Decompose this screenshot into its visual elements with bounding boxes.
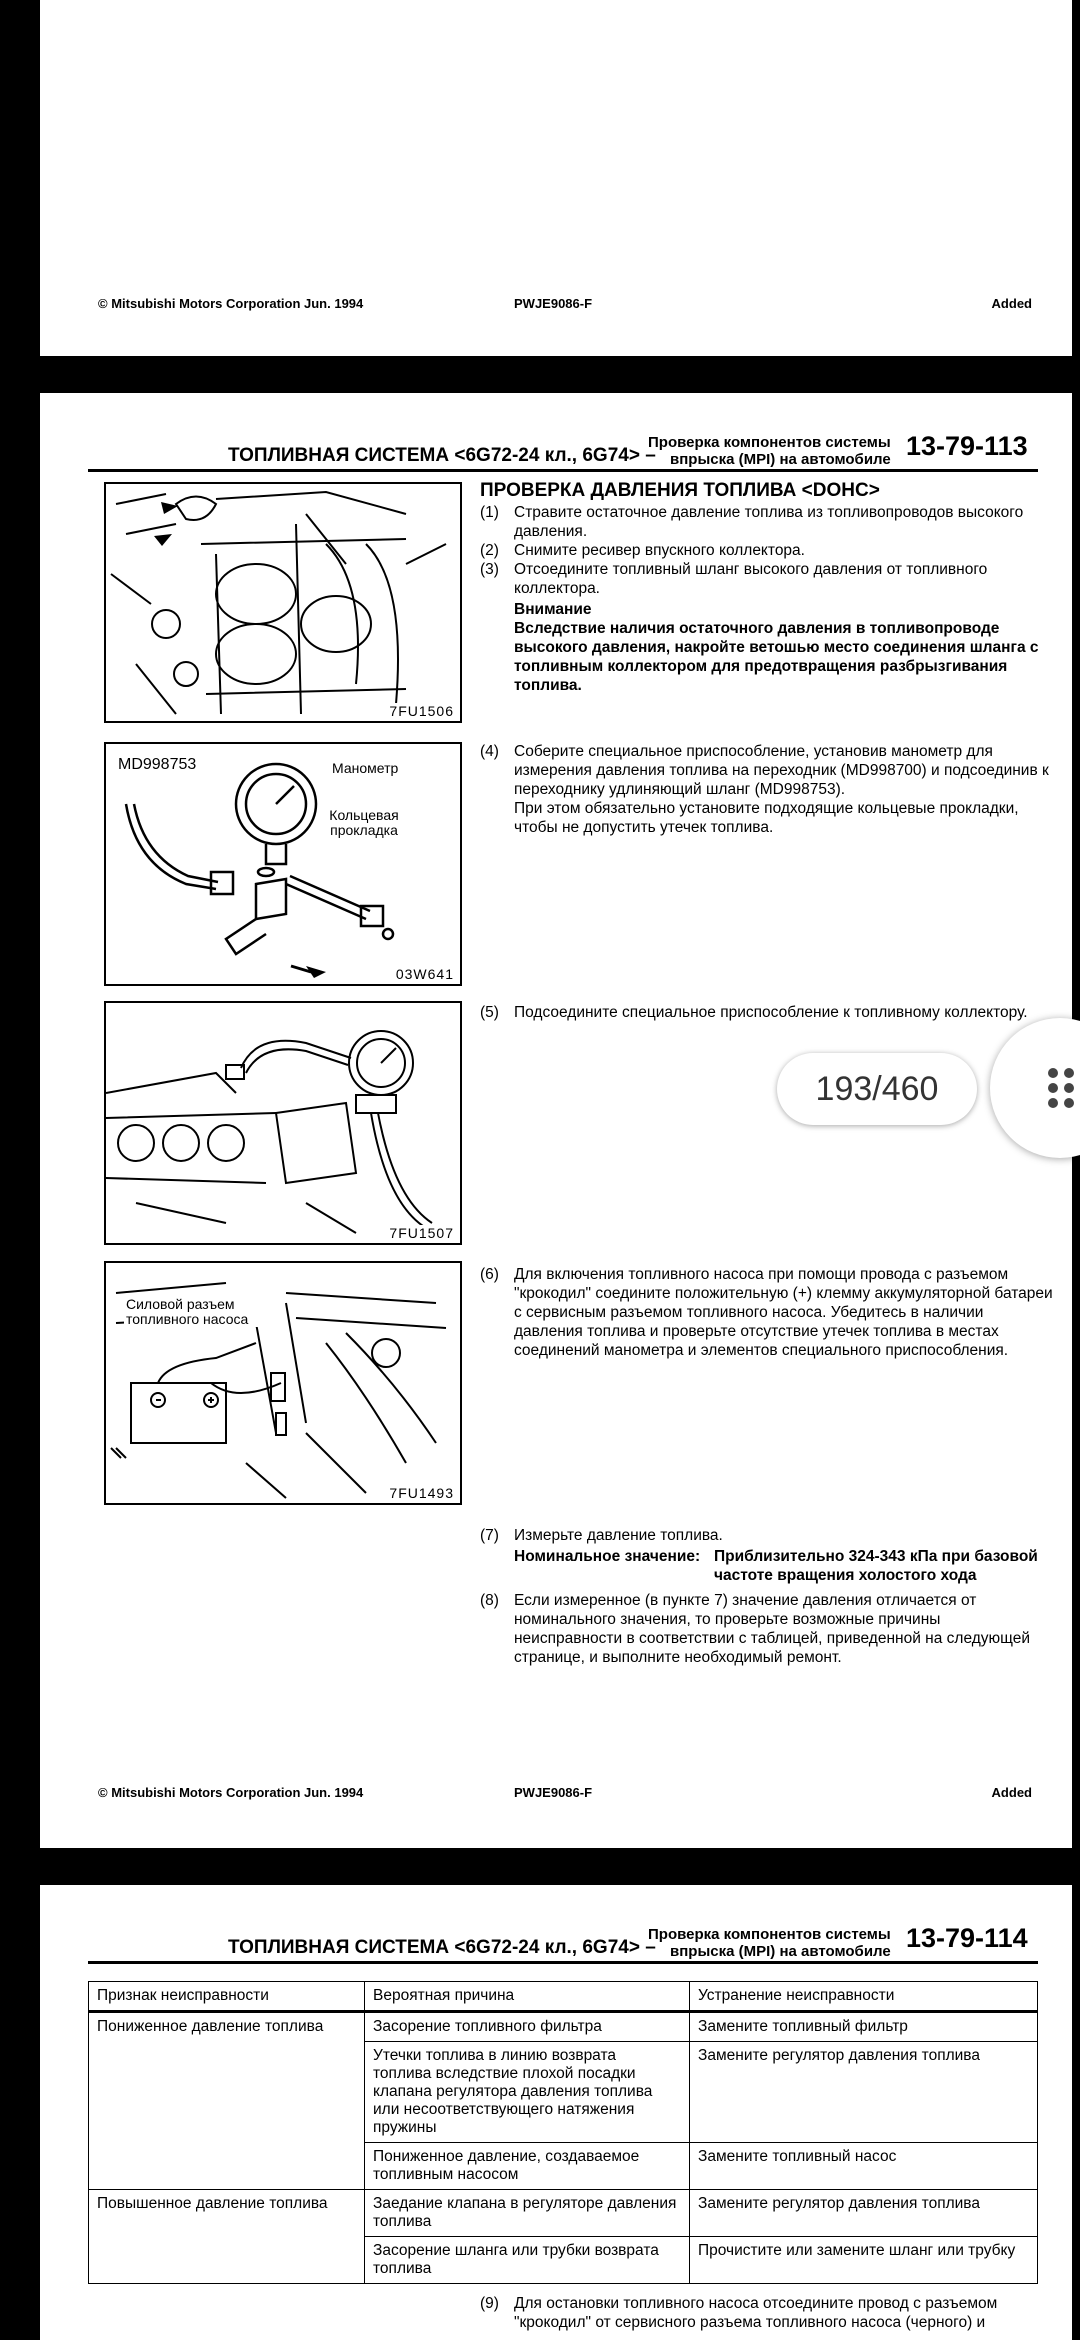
label-o-ring: Кольцевая прокладка [322,808,406,838]
cause-cell: Утечки топлива в линию возврата топлива вследствие плохой посадки клапана регулятора давления топлива или несоответствующего натяжения пружины [365,2042,690,2143]
steps-block-1 [480,503,1060,695]
step-number: (8) [480,1592,499,1609]
footer-status: Added [991,1785,1032,1800]
fix-cell: Замените регулятор давления топлива [690,2042,1038,2143]
grid-dot-icon [1064,1068,1074,1078]
grid-dot-icon [1064,1083,1074,1093]
next-page [40,1885,1072,2340]
step-2 [480,541,1060,560]
section-title: ПРОВЕРКА ДАВЛЕНИЯ ТОПЛИВА <DOHC> [480,480,880,501]
gauge-assembly-illustration [106,744,460,984]
figure-code: 03W641 [395,966,454,982]
step-number: (4) [480,743,499,760]
step-text: Подсоедините специальное приспособление к топливному коллектору. [514,1004,1028,1021]
step-text: Для остановки топливного насоса отсоедините провод с разъемом "крокодил" от сервисного разъема топливного насоса (черного) и [514,2295,998,2331]
figure-fuel-pump-connector [104,1261,462,1505]
footer-doc-code: PWJE9086-F [514,1785,593,1800]
step-number: (3) [480,561,499,578]
step-number: (7) [480,1527,499,1544]
column-header: Признак неисправности [89,1982,365,2012]
header-sub-line2: впрыска (MPI) на автомобиле [670,1943,891,1960]
step-text: Соберите специальное приспособление, установив манометр для измерения давления топлива на переходник (MD998700) и подсоединив к переходнику удлиняющий шланг (MD998753). [514,743,1049,798]
step-number: (2) [480,542,499,559]
table-row [89,2190,1038,2237]
figure-engine-fuel-rail [104,482,462,723]
column-header: Вероятная причина [365,1982,690,2012]
symptom-cell: Пониженное давление топлива [89,2012,365,2190]
header-rule [88,1961,1038,1964]
nominal-value-row [514,1547,1070,1585]
header-sub-line1: Проверка компонентов системы [648,1926,891,1943]
step-text-continued: При этом обязательно установите подходящие кольцевые прокладки, чтобы не допустить утечек топлива. [514,800,1019,836]
grid-dot-icon [1064,1098,1074,1108]
fix-cell: Замените топливный насос [690,2143,1038,2190]
troubleshooting-table [88,1981,1038,2284]
step-1 [480,503,1060,541]
figure-pressure-gauge-assembly [104,742,462,986]
label-pump-connector: Силовой разъем топливного насоса [124,1297,268,1327]
figure-code: 7FU1493 [389,1485,454,1501]
label-gauge: Манометр [332,760,399,776]
nominal-value: Приблизительно 324-343 кПа при базовой частоте вращения холостого хода [714,1548,1038,1584]
caution-title: Внимание [514,601,592,618]
step-4 [480,742,1065,837]
table-row [89,2012,1038,2042]
engine-illustration [106,484,460,721]
grid-dot-icon [1048,1098,1058,1108]
step-number: (6) [480,1266,499,1283]
step-text: Если измеренное (в пункте 7) значение давления отличается от номинального значения, то проверьте возможные причины неисправности в соответствии с таблицей, приведенной на следующей странице, и выполните необходимый ремонт. [514,1592,1031,1666]
footer-copyright: © Mitsubishi Motors Corporation Jun. 1994 [98,296,364,311]
fix-cell: Замените регулятор давления топлива [690,2190,1038,2237]
step-9 [480,2294,1060,2332]
step-6 [480,1265,1055,1360]
figure-tool-on-fuel-rail [104,1001,462,1245]
step-number: (5) [480,1004,499,1021]
step-7 [480,1526,1070,1585]
caution-text: Вследствие наличия остаточного давления в топливопроводе высокого давления, накройте ветошью место соединения шланга с топливным коллектором для предотвращения разбрызгивания топлива. [514,620,1039,694]
column-header: Устранение неисправности [690,1982,1038,2012]
label-md998753: MD998753 [118,756,197,773]
figure-code: 7FU1506 [389,703,454,719]
footer-doc-code: PWJE9086-F [514,296,593,311]
page-header-title: ТОПЛИВНАЯ СИСТЕМА <6G72-24 кл., 6G74> – [228,1937,656,1958]
step-text: Отсоедините топливный шланг высокого давления от топливного коллектора. [514,561,988,597]
nominal-label: Номинальное значение: [514,1548,701,1565]
tool-installed-illustration [106,1003,460,1243]
step-text: Снимите ресивер впускного коллектора. [514,542,805,559]
footer-status: Added [991,296,1032,311]
page-number: 13-79-114 [906,1923,1028,1953]
step-3 [480,560,1060,598]
cause-cell: Заедание клапана в регуляторе давления топлива [365,2190,690,2237]
caution-block [480,600,1060,695]
step-text: Стравите остаточное давление топлива из топливопроводов высокого давления. [514,504,1024,540]
page-number: 13-79-113 [906,431,1028,461]
fix-cell: Замените топливный фильтр [690,2012,1038,2042]
step-number: (1) [480,504,499,521]
cause-cell: Засорение топливного фильтра [365,2012,690,2042]
page-indicator: 193/460 [777,1053,977,1125]
footer-copyright: © Mitsubishi Motors Corporation Jun. 1994 [98,1785,364,1800]
step-8 [480,1591,1045,1667]
step-number: (9) [480,2295,499,2312]
header-sub-line1: Проверка компонентов системы [648,434,891,451]
step-5 [480,1003,1040,1022]
figure-code: 7FU1507 [389,1225,454,1241]
grid-dot-icon [1048,1083,1058,1093]
header-rule [88,469,1038,472]
symptom-cell: Повышенное давление топлива [89,2190,365,2284]
page-header-title: ТОПЛИВНАЯ СИСТЕМА <6G72-24 кл., 6G74> – [228,445,656,466]
cause-cell: Засорение шланга или трубки возврата топлива [365,2237,690,2284]
header-sub-line2: впрыска (MPI) на автомобиле [670,451,891,468]
fix-cell: Прочистите или замените шланг или трубку [690,2237,1038,2284]
table-header-row [89,1982,1038,2012]
previous-page [40,0,1072,356]
page-header-subtitle [648,1926,891,1960]
step-text: Для включения топливного насоса при помощи провода с разъемом "крокодил" соедините положительную (+) клемму аккумуляторной батареи с сервисным разъемом топливного насоса. Убедитесь в наличии давления топлива и проверьте отсутствие утечек топлива в местах соединений манометра и элементов специального приспособления. [514,1266,1053,1359]
step-text: Измерьте давление топлива. [514,1527,723,1544]
cause-cell: Пониженное давление, создаваемое топливным насосом [365,2143,690,2190]
grid-dot-icon [1048,1068,1058,1078]
page-header-subtitle [648,434,891,468]
